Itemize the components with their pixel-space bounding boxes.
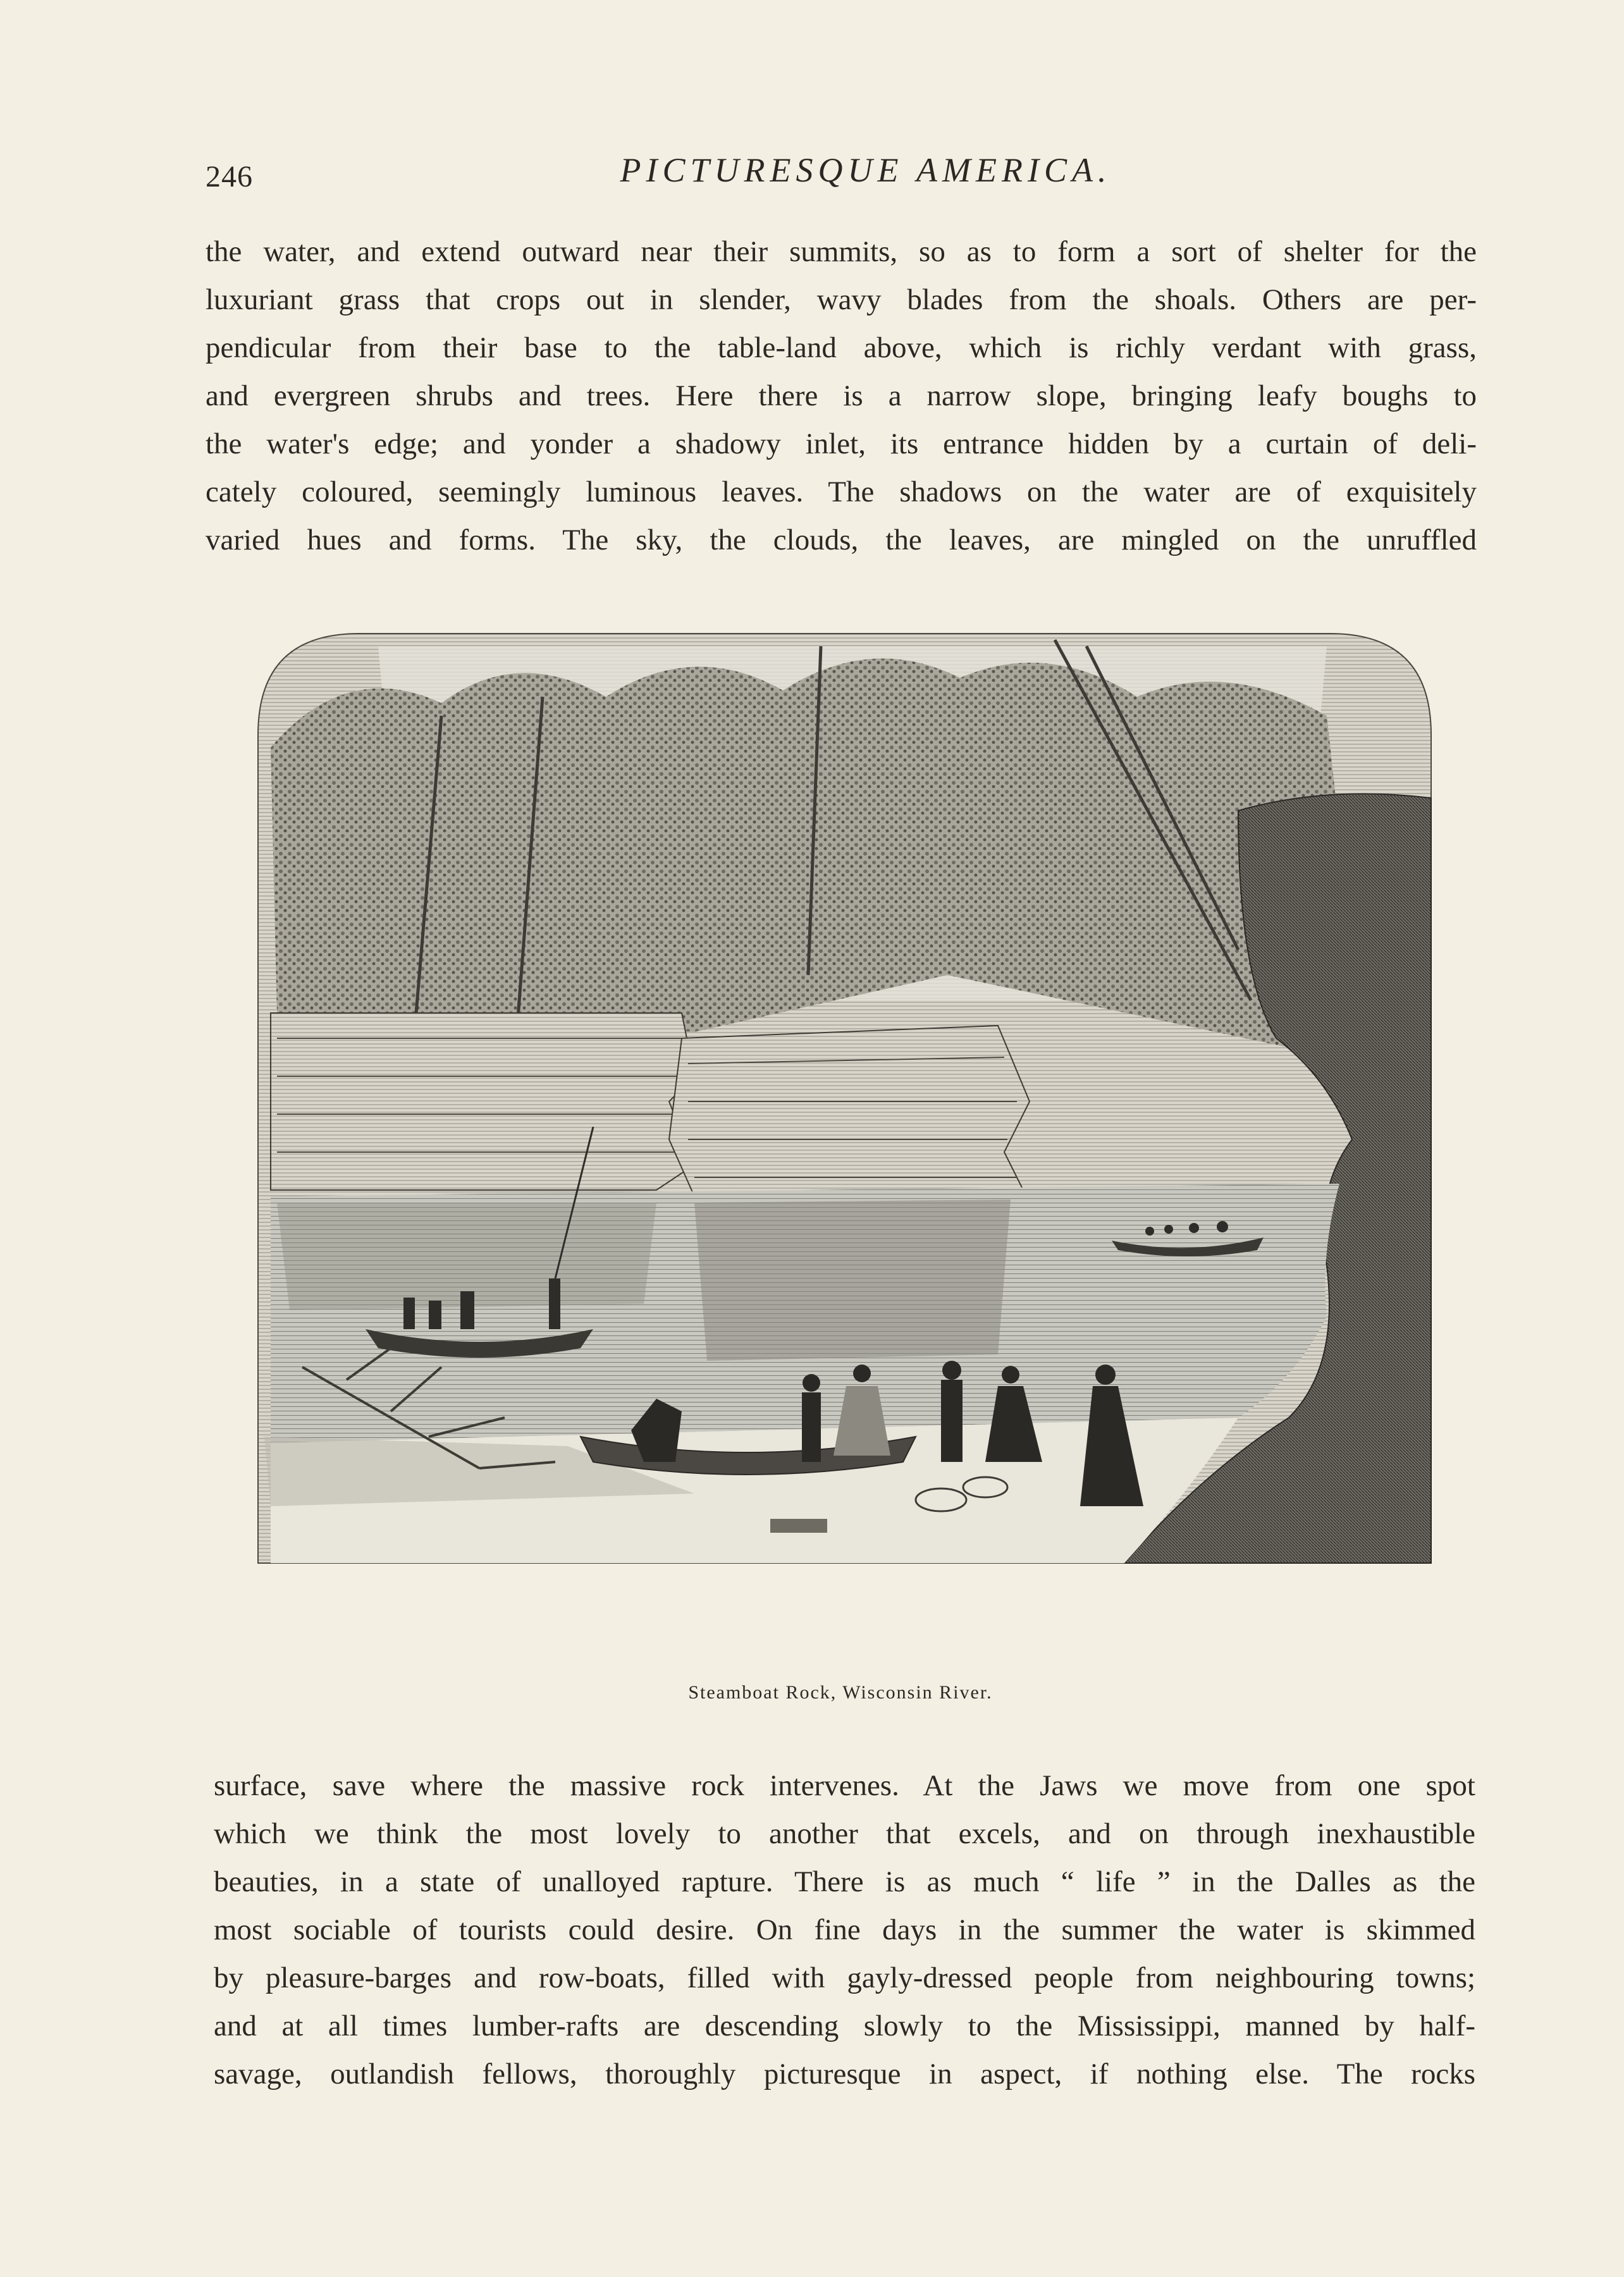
text-line: the water, and extend outward near their summits, so as to form a sort of shelter for the [206,235,1477,268]
steamboat-rock-engraving [252,621,1437,1652]
page-number: 246 [206,160,253,193]
text-line: most sociable of tourists could desire. On fine days in the summer the water is skimmed [214,1913,1475,1946]
text-line: savage, outlandish fellows, thoroughly picturesque in aspect, if nothing else. The rocks [214,2058,1475,2090]
illustration-caption: Steamboat Rock, Wisconsin River. [688,1682,993,1703]
top-paragraph [206,228,1477,564]
text-line: by pleasure-barges and row-boats, filled with gayly-dressed people from neighbouring towns; [214,1961,1475,1994]
text-line: the water's edge; and yonder a shadowy inlet, its entrance hidden by a curtain of deli- [206,427,1477,460]
text-line: varied hues and forms. The sky, the clouds, the leaves, are mingled on the unruffled [206,524,1477,556]
text-line: cately coloured, seemingly luminous leaves. The shadows on the water are of exquisitely [206,476,1477,508]
text-line: luxuriant grass that crops out in slender, wavy blades from the shoals. Others are per- [206,283,1477,316]
text-line: beauties, in a state of unalloyed rapture. There is as much “ life ” in the Dalles as the [214,1865,1475,1898]
text-line: which we think the most lovely to another that excels, and on through inexhaustible [214,1817,1475,1850]
text-line: and evergreen shrubs and trees. Here there is a narrow slope, bringing leafy boughs to [206,379,1477,412]
text-line: and at all times lumber-rafts are descending slowly to the Mississippi, manned by half- [214,2010,1475,2042]
bottom-paragraph [214,1762,1475,2098]
text-line: surface, save where the massive rock intervenes. At the Jaws we move from one spot [214,1769,1475,1802]
text-line: pendicular from their base to the table-land above, which is richly verdant with grass, [206,331,1477,364]
running-title: PICTURESQUE AMERICA. [620,151,1112,189]
